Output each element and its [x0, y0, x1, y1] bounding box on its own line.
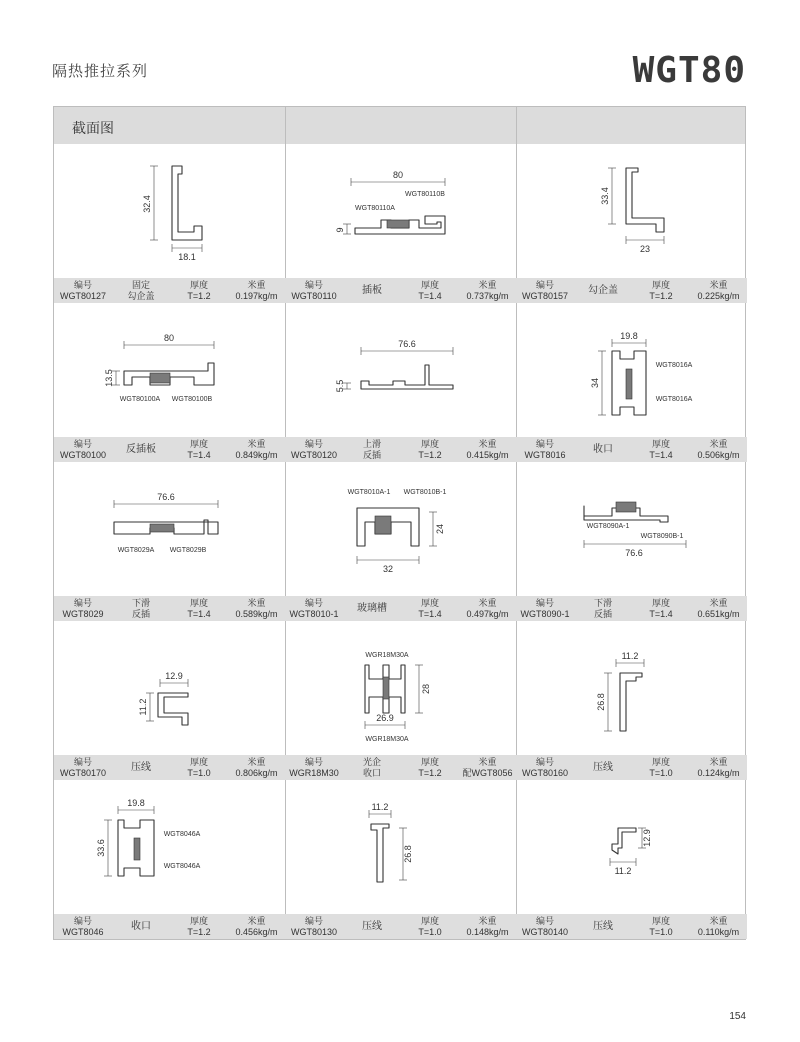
- page-number: 154: [729, 1011, 746, 1022]
- dimension-label: 12.9: [642, 829, 652, 847]
- weight-spec: [459, 755, 516, 780]
- profile-shape: [361, 365, 453, 389]
- profile-section-drawing: [285, 144, 516, 272]
- part-label: WGT8046A: [163, 831, 201, 838]
- part-label: WGT80100B: [171, 396, 213, 403]
- spec-text: T=1.4: [649, 608, 673, 619]
- profile-cell: [54, 780, 285, 939]
- spec-bar: [54, 596, 285, 621]
- spec-text: 厚度: [651, 438, 670, 449]
- code-spec: [516, 755, 574, 780]
- spec-text: 收口: [131, 921, 151, 932]
- dimension-label: 12.9: [165, 671, 183, 681]
- profile-section-drawing: [285, 780, 516, 908]
- code-spec: [516, 596, 574, 621]
- dimension-label: 34: [590, 377, 600, 389]
- profile-section-drawing: [285, 462, 516, 590]
- profile-cell: [54, 144, 285, 303]
- profile-catalog-table: [53, 106, 746, 940]
- section-label: 截面图: [72, 120, 114, 136]
- spec-text: WGR18M30: [289, 767, 339, 778]
- spec-text: 上滑: [362, 438, 381, 449]
- spec-text: 编号: [535, 597, 554, 608]
- spec-text: 编号: [304, 597, 323, 608]
- thermal-break-strip: [150, 373, 170, 383]
- profile-section-drawing: [54, 144, 285, 272]
- part-label: WGT8016A: [655, 396, 693, 403]
- dimension-label: 76.6: [398, 339, 416, 349]
- spec-text: WGT8010-1: [289, 608, 339, 619]
- code-spec: [54, 755, 112, 780]
- spec-text: 米重: [247, 915, 266, 926]
- spec-text: 编号: [535, 279, 554, 290]
- spec-bar: [516, 755, 747, 780]
- thermal-break-strip: [383, 677, 389, 699]
- profile-cell: [285, 144, 516, 303]
- weight-spec: [228, 278, 285, 303]
- profile-shape: [620, 673, 642, 731]
- name-spec: [343, 437, 401, 462]
- spec-text: 压线: [593, 921, 613, 932]
- name-spec: [574, 755, 632, 780]
- thickness-spec: [170, 914, 228, 939]
- code-spec: [516, 914, 574, 939]
- spec-text: T=1.4: [649, 449, 673, 460]
- thickness-spec: [401, 914, 459, 939]
- name-spec: [112, 437, 170, 462]
- weight-spec: [228, 755, 285, 780]
- spec-text: WGT8029: [62, 608, 104, 619]
- thickness-spec: [401, 278, 459, 303]
- thickness-spec: [632, 596, 690, 621]
- name-spec: [574, 596, 632, 621]
- name-spec: [343, 596, 401, 621]
- profile-section-drawing: [54, 780, 285, 908]
- dimension-label: 76.6: [625, 548, 643, 558]
- spec-text: 编号: [304, 438, 323, 449]
- spec-text: 0.737kg/m: [466, 290, 509, 301]
- spec-bar: [285, 437, 516, 462]
- weight-spec: [690, 437, 747, 462]
- thermal-break-strip: [387, 220, 409, 228]
- name-spec: [112, 278, 170, 303]
- thickness-spec: [632, 914, 690, 939]
- part-label: WGT8010B-1: [403, 489, 447, 496]
- name-spec: [343, 755, 401, 780]
- weight-spec: [228, 914, 285, 939]
- part-label: WGT8090A-1: [586, 523, 630, 530]
- weight-spec: [459, 437, 516, 462]
- name-spec: [574, 437, 632, 462]
- part-label: WGT8029A: [117, 547, 155, 554]
- spec-text: 下滑: [131, 597, 150, 608]
- profile-cell: [285, 462, 516, 621]
- profile-section-drawing: [285, 303, 516, 431]
- spec-text: 配WGT8056: [462, 767, 513, 778]
- name-spec: [574, 914, 632, 939]
- profile-cell: [54, 462, 285, 621]
- spec-text: 0.456kg/m: [235, 926, 278, 937]
- thickness-spec: [632, 755, 690, 780]
- profile-cell: [285, 621, 516, 780]
- weight-spec: [459, 596, 516, 621]
- spec-text: 反插板: [126, 444, 156, 455]
- dimension-label: 26.8: [596, 693, 606, 711]
- spec-text: 厚度: [189, 279, 208, 290]
- spec-text: T=1.2: [649, 290, 673, 301]
- profile-section-drawing: [516, 303, 747, 431]
- thickness-spec: [170, 278, 228, 303]
- spec-text: 玻璃槽: [357, 603, 387, 614]
- name-spec: [112, 596, 170, 621]
- spec-text: WGT80110: [291, 290, 337, 301]
- code-spec: [54, 914, 112, 939]
- code-spec: [516, 437, 574, 462]
- profile-section-drawing: [285, 621, 516, 749]
- spec-text: T=1.2: [187, 926, 211, 937]
- spec-bar: [285, 755, 516, 780]
- spec-text: 厚度: [420, 279, 439, 290]
- spec-bar: [54, 914, 285, 939]
- dimension-label: 11.2: [371, 802, 389, 812]
- profile-cell: [516, 303, 747, 462]
- spec-text: 编号: [535, 915, 554, 926]
- spec-text: 0.651kg/m: [697, 608, 740, 619]
- thermal-break-strip: [134, 838, 140, 860]
- code-spec: [285, 278, 343, 303]
- spec-text: 厚度: [189, 915, 208, 926]
- spec-text: 0.110kg/m: [697, 926, 740, 937]
- part-label: WGT80100A: [119, 396, 161, 403]
- code-spec: [285, 755, 343, 780]
- spec-text: 厚度: [651, 915, 670, 926]
- spec-text: WGT8046: [62, 926, 104, 937]
- weight-spec: [228, 596, 285, 621]
- spec-bar: [285, 596, 516, 621]
- spec-text: 0.849kg/m: [235, 449, 278, 460]
- spec-text: 0.589kg/m: [235, 608, 278, 619]
- spec-text: 压线: [362, 921, 382, 932]
- weight-spec: [690, 914, 747, 939]
- dimension-label: 24: [435, 523, 445, 535]
- dimension-label: 33.6: [96, 839, 106, 857]
- thermal-break-strip: [626, 369, 632, 399]
- spec-text: T=1.4: [187, 449, 211, 460]
- dimension-label: 28: [421, 683, 431, 695]
- code-spec: [54, 278, 112, 303]
- dimension-label: 5.5: [335, 379, 345, 393]
- spec-text: 勾企盖: [588, 285, 618, 296]
- spec-text: 米重: [709, 756, 728, 767]
- spec-bar: [54, 278, 285, 303]
- dimension-label: 26.8: [403, 845, 413, 863]
- spec-text: 下滑: [593, 597, 612, 608]
- profile-shape: [612, 828, 636, 854]
- spec-text: 插板: [362, 285, 382, 296]
- part-label: WGT8029B: [169, 547, 207, 554]
- spec-text: WGT8016: [524, 449, 566, 460]
- thickness-spec: [170, 596, 228, 621]
- spec-text: 米重: [709, 438, 728, 449]
- spec-text: 米重: [478, 915, 497, 926]
- name-spec: [574, 278, 632, 303]
- profile-section-drawing: [54, 621, 285, 749]
- spec-text: 编号: [304, 915, 323, 926]
- spec-text: 厚度: [651, 756, 670, 767]
- spec-bar: [54, 755, 285, 780]
- spec-text: 厚度: [651, 279, 670, 290]
- spec-text: 米重: [247, 279, 266, 290]
- brand-title: WGT80: [632, 50, 746, 91]
- code-spec: [516, 278, 574, 303]
- spec-text: 米重: [247, 438, 266, 449]
- spec-text: 厚度: [420, 915, 439, 926]
- part-label: WGT80110B: [405, 191, 445, 198]
- dimension-label: 13.5: [104, 369, 114, 387]
- name-spec: [343, 278, 401, 303]
- dimension-label: 76.6: [157, 492, 175, 502]
- weight-spec: [690, 278, 747, 303]
- spec-text: 编号: [73, 279, 92, 290]
- spec-text: 光企: [362, 756, 381, 767]
- profile-cell: [285, 303, 516, 462]
- spec-text: 固定: [131, 279, 150, 290]
- thickness-spec: [401, 596, 459, 621]
- spec-text: 编号: [304, 756, 323, 767]
- spec-text: 编号: [535, 438, 554, 449]
- profile-section-drawing: [516, 780, 747, 908]
- spec-bar: [516, 914, 747, 939]
- spec-text: 编号: [73, 597, 92, 608]
- code-spec: [54, 596, 112, 621]
- spec-text: WGT80127: [59, 290, 107, 301]
- name-spec: [343, 914, 401, 939]
- dimension-label: 18.1: [178, 252, 196, 262]
- spec-text: 米重: [478, 279, 497, 290]
- spec-text: 米重: [709, 279, 728, 290]
- spec-text: T=1.0: [418, 926, 442, 937]
- spec-text: 厚度: [189, 597, 208, 608]
- spec-text: 0.148kg/m: [466, 926, 509, 937]
- spec-text: 反插: [131, 608, 150, 619]
- name-spec: [112, 914, 170, 939]
- spec-text: T=1.4: [187, 608, 211, 619]
- dimension-label: 11.2: [621, 651, 639, 661]
- spec-bar: [285, 914, 516, 939]
- thickness-spec: [401, 437, 459, 462]
- part-label: WGT8090B-1: [640, 533, 684, 540]
- spec-text: T=1.0: [649, 767, 673, 778]
- profile-cell: [516, 621, 747, 780]
- dimension-label: 23: [639, 244, 651, 254]
- part-label: WGT80110A: [355, 205, 395, 212]
- dimension-label: 26.9: [376, 713, 394, 723]
- thermal-break-strip: [375, 516, 391, 534]
- spec-text: 编号: [73, 438, 92, 449]
- code-spec: [285, 914, 343, 939]
- spec-text: 厚度: [651, 597, 670, 608]
- spec-text: 米重: [709, 597, 728, 608]
- part-label: WGT8010A-1: [347, 489, 391, 496]
- spec-text: T=1.4: [418, 290, 442, 301]
- weight-spec: [690, 596, 747, 621]
- profile-section-drawing: [516, 462, 747, 590]
- spec-text: WGT80157: [521, 290, 569, 301]
- spec-text: WGT80140: [521, 926, 569, 937]
- dimension-label: 33.4: [600, 187, 610, 205]
- dimension-label: 32.4: [142, 195, 152, 213]
- profile-cell: [54, 621, 285, 780]
- spec-text: 勾企盖: [127, 290, 155, 301]
- catalog-header-row: [54, 107, 745, 144]
- series-title: 隔热推拉系列: [52, 63, 149, 80]
- spec-text: 反插: [593, 608, 612, 619]
- spec-text: T=1.2: [418, 767, 442, 778]
- spec-text: T=1.4: [418, 608, 442, 619]
- spec-text: 米重: [478, 756, 497, 767]
- spec-text: 编号: [535, 756, 554, 767]
- spec-text: 0.225kg/m: [697, 290, 740, 301]
- weight-spec: [228, 437, 285, 462]
- dimension-label: 9: [335, 227, 345, 233]
- dimension-label: 11.2: [614, 866, 632, 876]
- profile-shape: [626, 168, 664, 232]
- spec-bar: [516, 278, 747, 303]
- spec-text: WGT80170: [59, 767, 107, 778]
- spec-text: 米重: [709, 915, 728, 926]
- spec-text: 厚度: [189, 438, 208, 449]
- profile-cell: [516, 144, 747, 303]
- profile-cell: [516, 780, 747, 939]
- profile-section-drawing: [516, 621, 747, 749]
- thermal-break-strip: [150, 524, 174, 532]
- spec-text: WGT80100: [59, 449, 107, 460]
- spec-text: T=1.0: [187, 767, 211, 778]
- spec-text: 收口: [362, 767, 381, 778]
- spec-text: 米重: [247, 597, 266, 608]
- profile-cell: [516, 462, 747, 621]
- weight-spec: [690, 755, 747, 780]
- spec-text: 厚度: [420, 756, 439, 767]
- spec-text: 米重: [247, 756, 266, 767]
- part-label: WGR18M30A: [365, 652, 409, 659]
- weight-spec: [459, 278, 516, 303]
- spec-text: 厚度: [420, 597, 439, 608]
- profile-shape: [371, 824, 389, 882]
- spec-text: 收口: [593, 444, 613, 455]
- spec-text: WGT80160: [521, 767, 569, 778]
- spec-text: 0.806kg/m: [235, 767, 278, 778]
- spec-text: T=1.2: [187, 290, 211, 301]
- spec-text: 压线: [131, 762, 151, 773]
- spec-bar: [54, 437, 285, 462]
- spec-bar: [285, 278, 516, 303]
- spec-text: 米重: [478, 438, 497, 449]
- spec-text: 0.197kg/m: [235, 290, 278, 301]
- code-spec: [54, 437, 112, 462]
- code-spec: [285, 437, 343, 462]
- spec-text: WGT80130: [290, 926, 338, 937]
- spec-text: 厚度: [420, 438, 439, 449]
- profile-shape: [172, 166, 202, 240]
- spec-text: 0.124kg/m: [697, 767, 740, 778]
- dimension-label: 19.8: [620, 331, 638, 341]
- spec-text: 厚度: [189, 756, 208, 767]
- thickness-spec: [170, 755, 228, 780]
- profile-shape: [158, 693, 188, 725]
- dimension-label: 32: [382, 564, 394, 574]
- spec-bar: [516, 437, 747, 462]
- thermal-break-strip: [616, 502, 636, 512]
- part-label: WGT8046A: [163, 863, 201, 870]
- dimension-label: 19.8: [127, 798, 145, 808]
- thickness-spec: [632, 278, 690, 303]
- spec-text: 压线: [593, 762, 613, 773]
- spec-text: 反插: [362, 449, 381, 460]
- spec-bar: [516, 596, 747, 621]
- profile-section-drawing: [516, 144, 747, 272]
- dimension-label: 11.2: [138, 698, 148, 716]
- spec-text: 0.415kg/m: [466, 449, 509, 460]
- spec-text: 编号: [73, 915, 92, 926]
- spec-text: 0.506kg/m: [697, 449, 740, 460]
- spec-text: T=1.0: [649, 926, 673, 937]
- code-spec: [285, 596, 343, 621]
- profile-cell: [285, 780, 516, 939]
- dimension-label: 80: [392, 170, 404, 180]
- spec-text: WGT80120: [290, 449, 338, 460]
- name-spec: [112, 755, 170, 780]
- thickness-spec: [632, 437, 690, 462]
- spec-text: WGT8090-1: [520, 608, 570, 619]
- spec-text: 编号: [73, 756, 92, 767]
- profile-cell: [54, 303, 285, 462]
- profile-section-drawing: [54, 303, 285, 431]
- part-label: WGR18M30A: [365, 736, 409, 743]
- dimension-label: 80: [163, 333, 175, 343]
- spec-text: 米重: [478, 597, 497, 608]
- spec-text: 0.497kg/m: [466, 608, 509, 619]
- spec-text: T=1.2: [418, 449, 442, 460]
- profile-section-drawing: [54, 462, 285, 590]
- spec-text: 编号: [304, 279, 323, 290]
- part-label: WGT8016A: [655, 362, 693, 369]
- thickness-spec: [170, 437, 228, 462]
- weight-spec: [459, 914, 516, 939]
- thickness-spec: [401, 755, 459, 780]
